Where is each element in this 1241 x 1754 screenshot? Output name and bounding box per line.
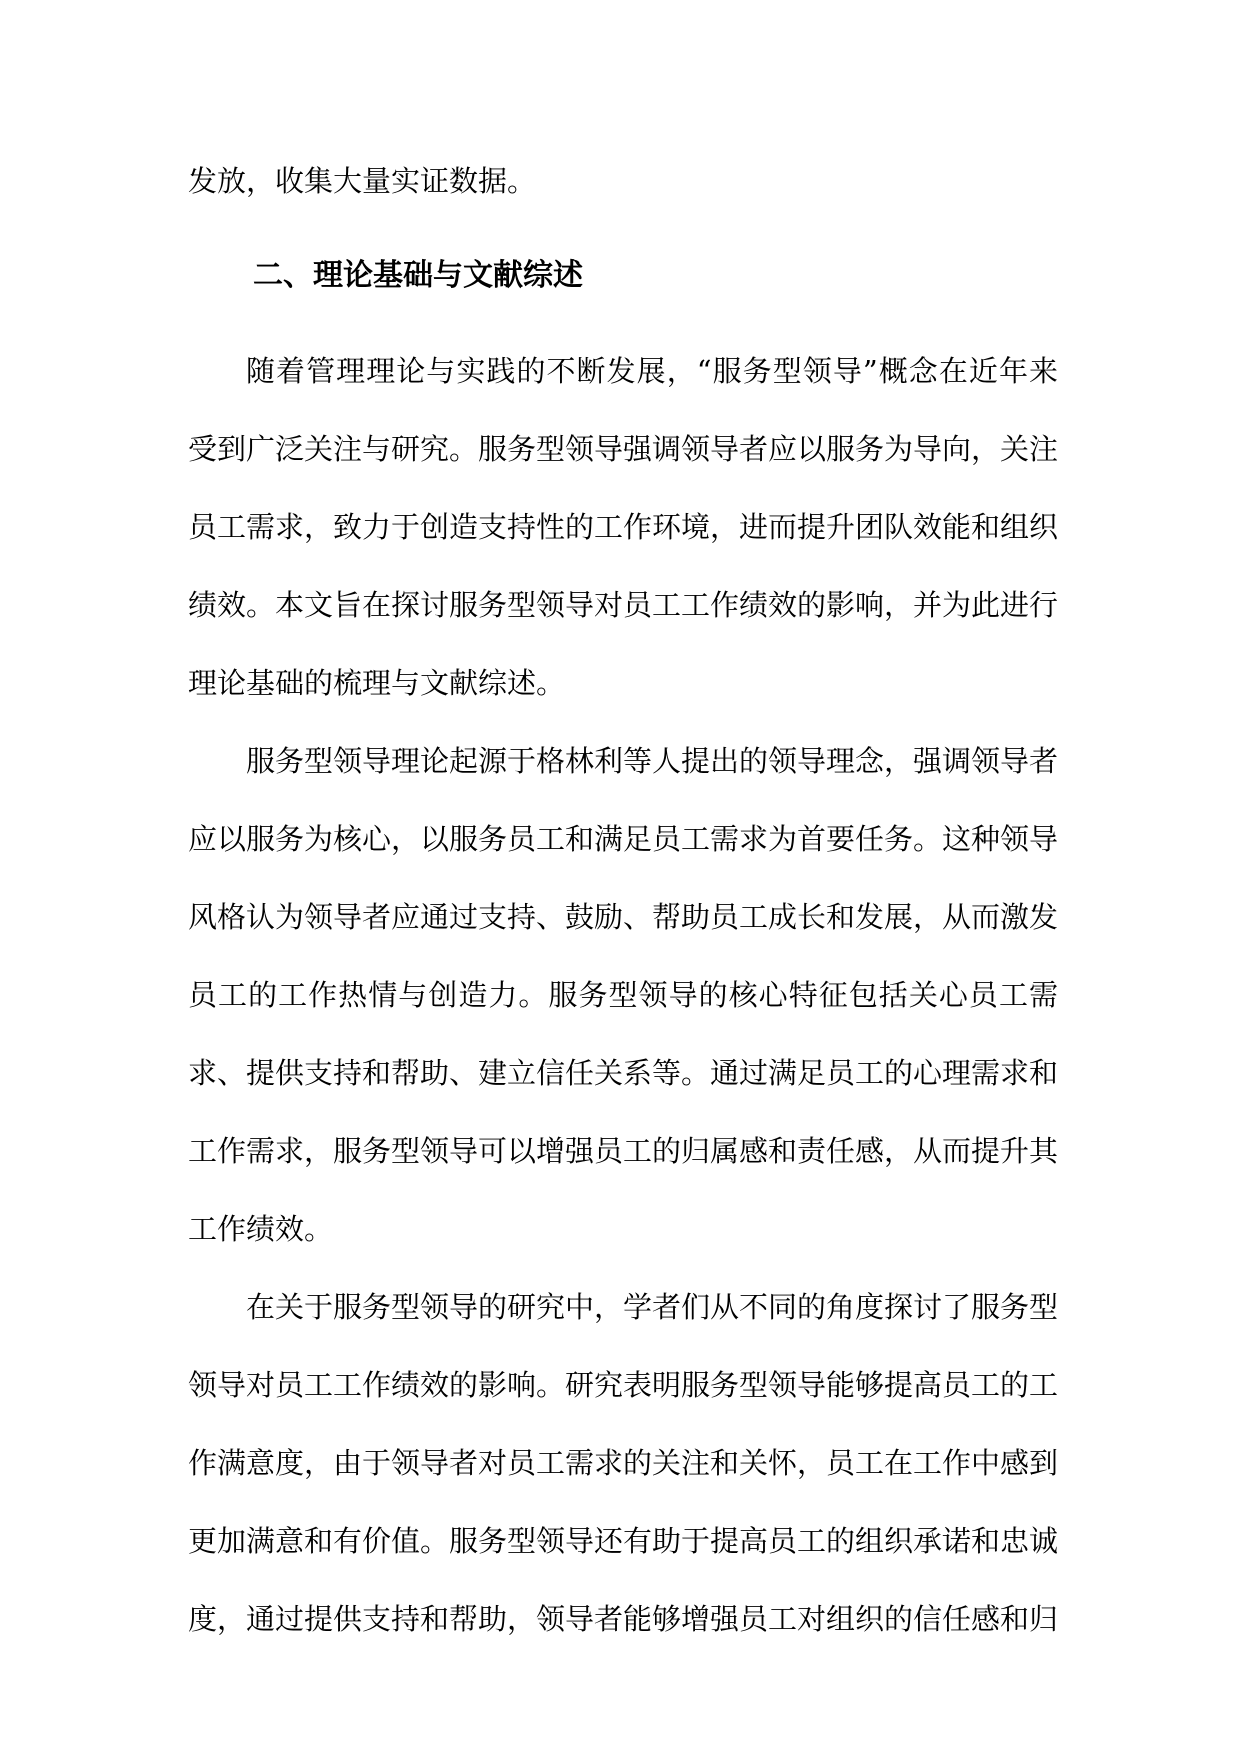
continuation-paragraph: 发放，收集大量实证数据。	[188, 164, 537, 198]
section-heading: 二、理论基础与文献综述	[253, 258, 583, 293]
body-paragraph-3: 在关于服务型领导的研究中，学者们从不同的角度探讨了服务型领导对员工工作绩效的影响。研究表明服务型领导能够提高员工的工作满意度，由于领导者对员工需求的关注和关怀，员工在工作中感到更加满意和有价值。服务型领导还有助于提高员工的组织承诺和忠诚度，通过提供支持和帮助，领导者能够增强员工对组织的信任感和归	[188, 1290, 1059, 1636]
body-paragraph-1: 随着管理理论与实践的不断发展，“服务型领导”概念在近年来受到广泛关注与研究。服务型领导强调领导者应以服务为导向，关注员工需求，致力于创造支持性的工作环境，进而提升团队效能和组织绩效。本文旨在探讨服务型领导对员工工作绩效的影响，并为此进行理论基础的梳理与文献综述。	[188, 354, 1059, 700]
document-body	[188, 142, 1058, 1658]
body-paragraph-2: 服务型领导理论起源于格林利等人提出的领导理念，强调领导者应以服务为核心，以服务员工和满足员工需求为首要任务。这种领导风格认为领导者应通过支持、鼓励、帮助员工成长和发展，从而激发员工的工作热情与创造力。服务型领导的核心特征包括关心员工需求、提供支持和帮助、建立信任关系等。通过满足员工的心理需求和工作需求，服务型领导可以增强员工的归属感和责任感，从而提升其工作绩效。	[188, 744, 1059, 1246]
